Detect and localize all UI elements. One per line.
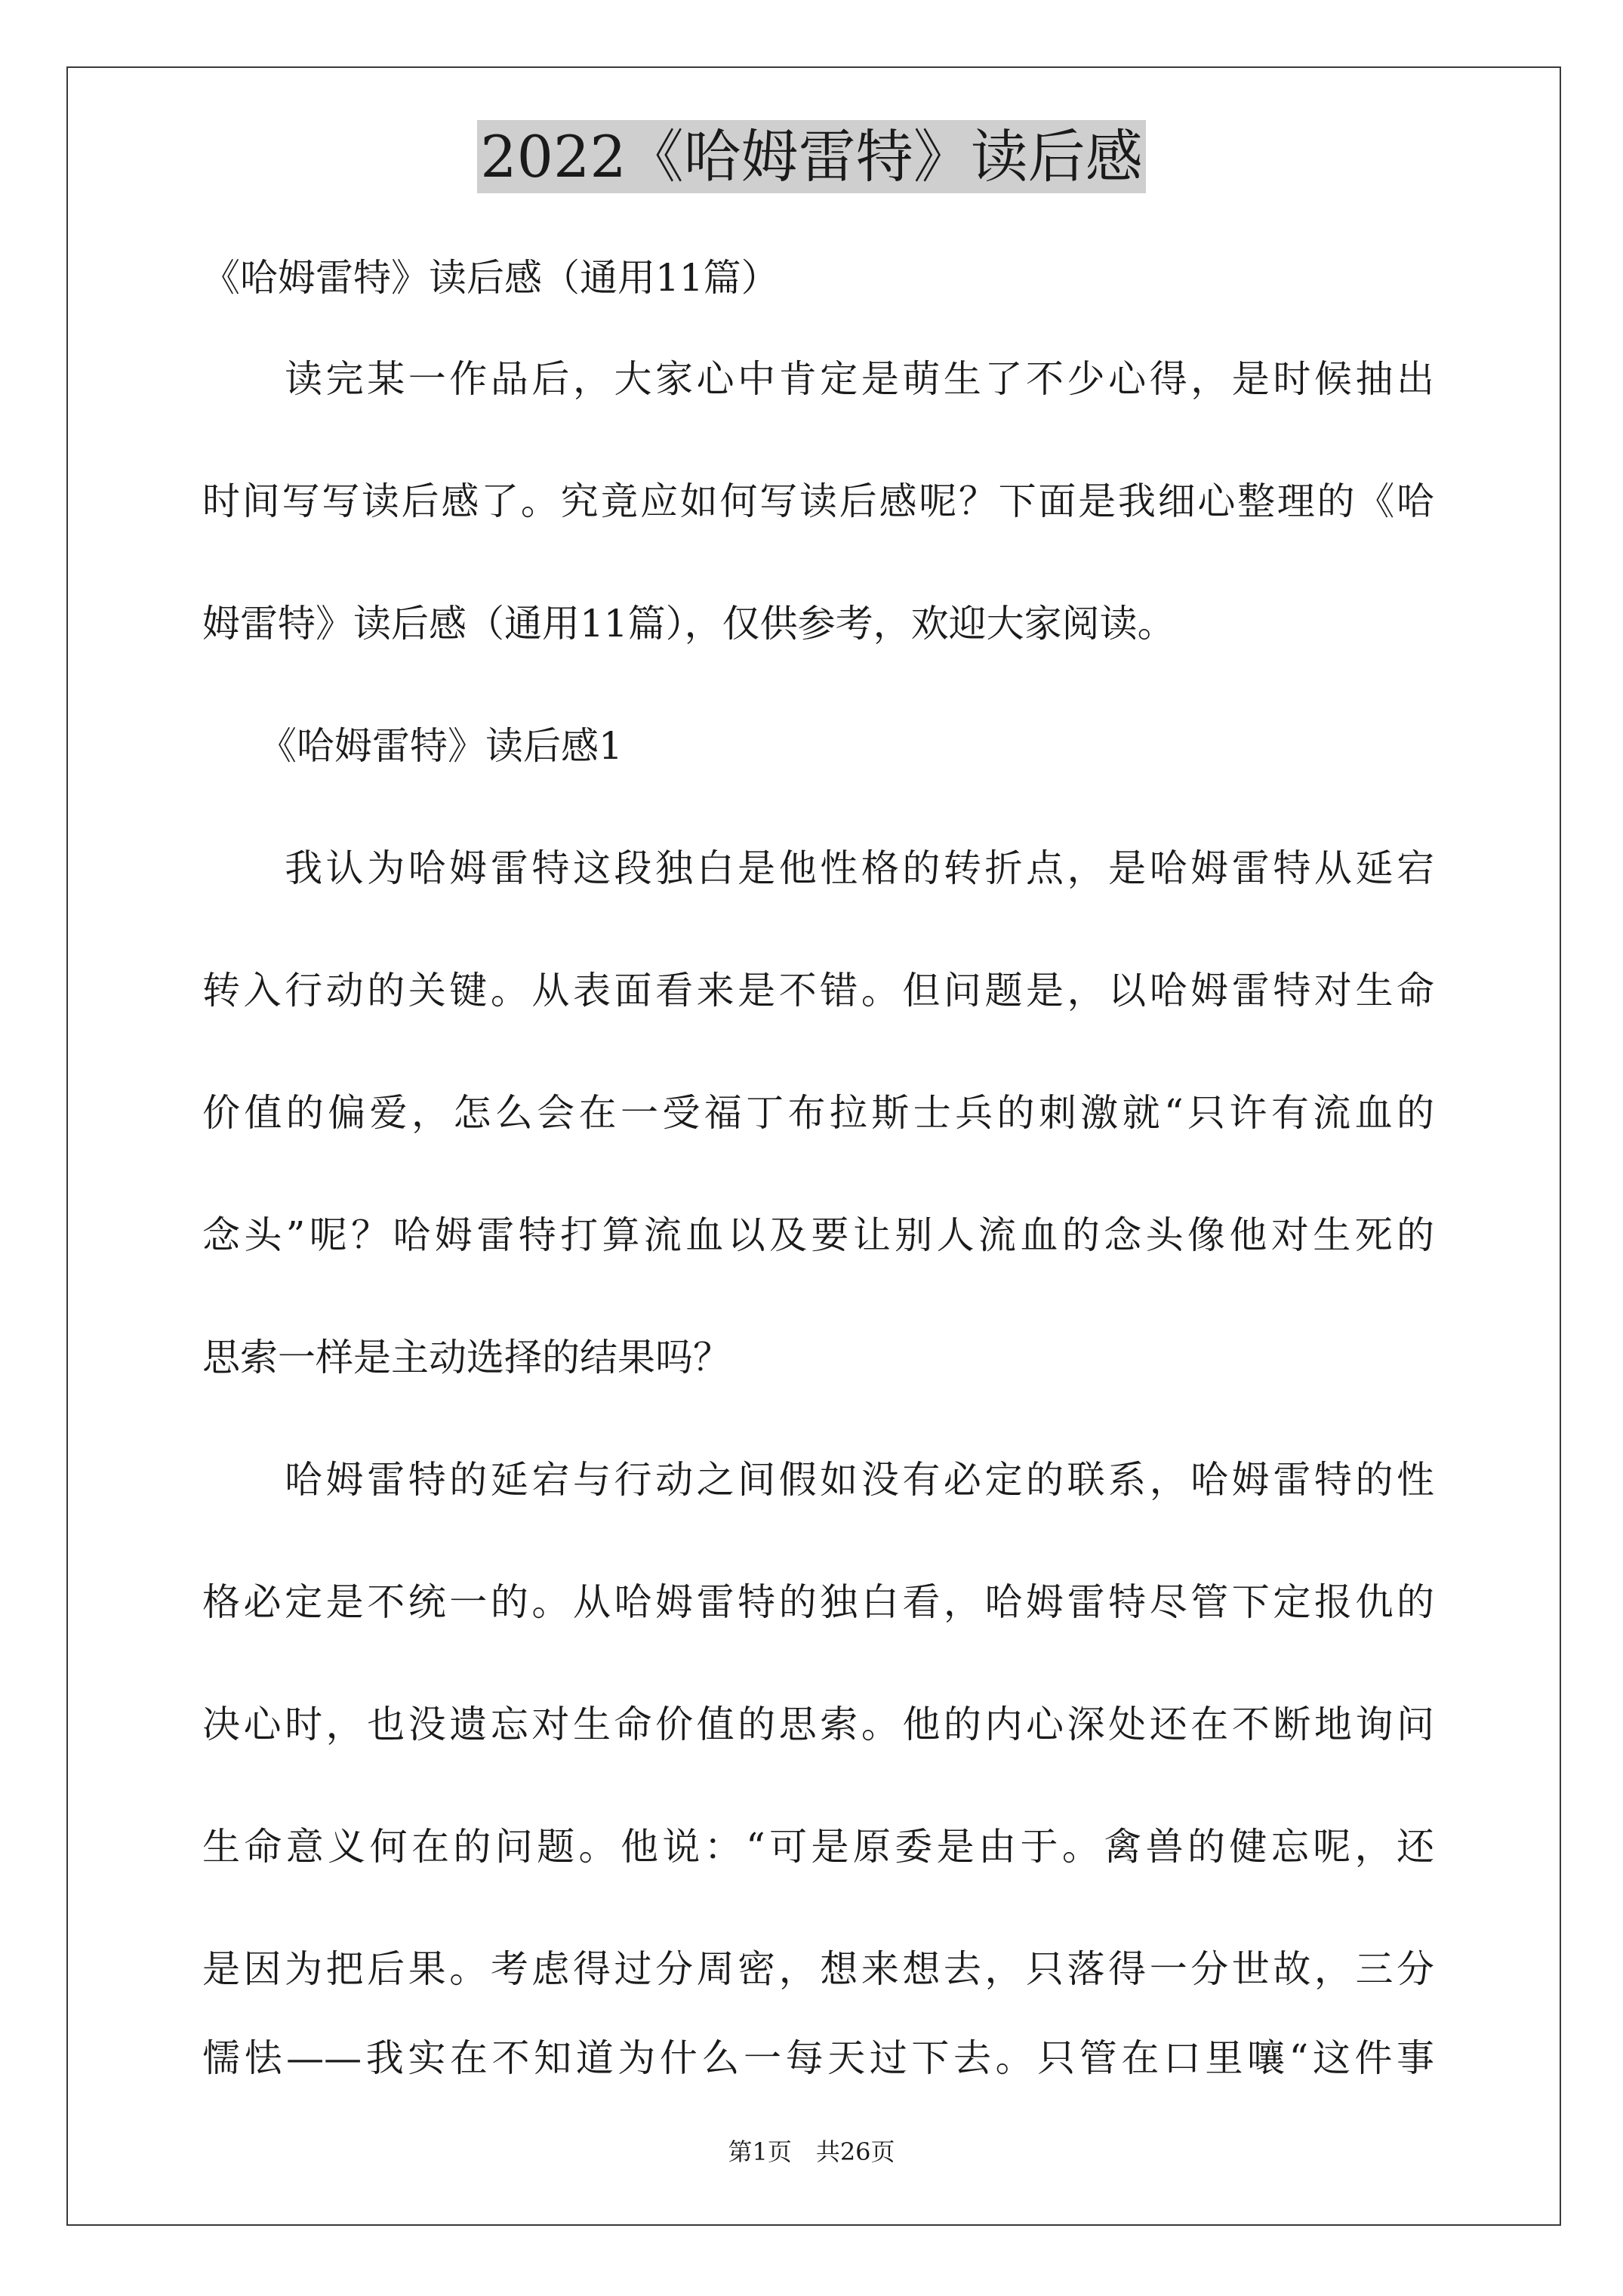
paragraph-line: 思索一样是主动选择的结果吗？ [202, 1336, 731, 1379]
document-title [0, 121, 1623, 193]
subtitle-line: 《哈姆雷特》读后感（通用11篇） [202, 256, 779, 300]
paragraph-line: 格必定是不统一的。从哈姆雷特的独白看，哈姆雷特尽管下定报仇的 [202, 1580, 1434, 1624]
paragraph-line: 懦怯——我实在不知道为什么一每天过下去。只管在口里嚷“这件事 [202, 2036, 1434, 2080]
section-heading: 《哈姆雷特》读后感1 [202, 724, 623, 768]
paragraph-line: 生命意义何在的问题。他说：“可是原委是由于。禽兽的健忘呢，还 [202, 1825, 1434, 1869]
paragraph-line: 姆雷特》读后感（通用11篇），仅供参考，欢迎大家阅读。 [202, 602, 1175, 646]
paragraph-line: 价值的偏爱，怎么会在一受福丁布拉斯士兵的刺激就“只许有流血的 [202, 1091, 1434, 1135]
document-title-text: 2022《哈姆雷特》读后感 [477, 120, 1145, 193]
page-footer: 第1页 共26页 [728, 2137, 895, 2166]
paragraph-line: 念头”呢？哈姆雷特打算流血以及要让别人流血的念头像他对生死的 [202, 1213, 1434, 1257]
paragraph-line: 读完某一作品后，大家心中肯定是萌生了不少心得，是时候抽出 [202, 357, 1434, 401]
paragraph-line: 决心时，也没遗忘对生命价值的思索。他的内心深处还在不断地询问 [202, 1703, 1434, 1746]
paragraph-line: 哈姆雷特的延宕与行动之间假如没有必定的联系，哈姆雷特的性 [202, 1458, 1434, 1502]
paragraph-line: 转入行动的关键。从表面看来是不错。但问题是，以哈姆雷特对生命 [202, 969, 1434, 1012]
paragraph-line: 是因为把后果。考虑得过分周密，想来想去，只落得一分世故，三分 [202, 1947, 1434, 1991]
paragraph-line: 时间写写读后感了。究竟应如何写读后感呢？下面是我细心整理的《哈 [202, 479, 1434, 523]
paragraph-line: 我认为哈姆雷特这段独白是他性格的转折点，是哈姆雷特从延宕 [202, 846, 1434, 890]
